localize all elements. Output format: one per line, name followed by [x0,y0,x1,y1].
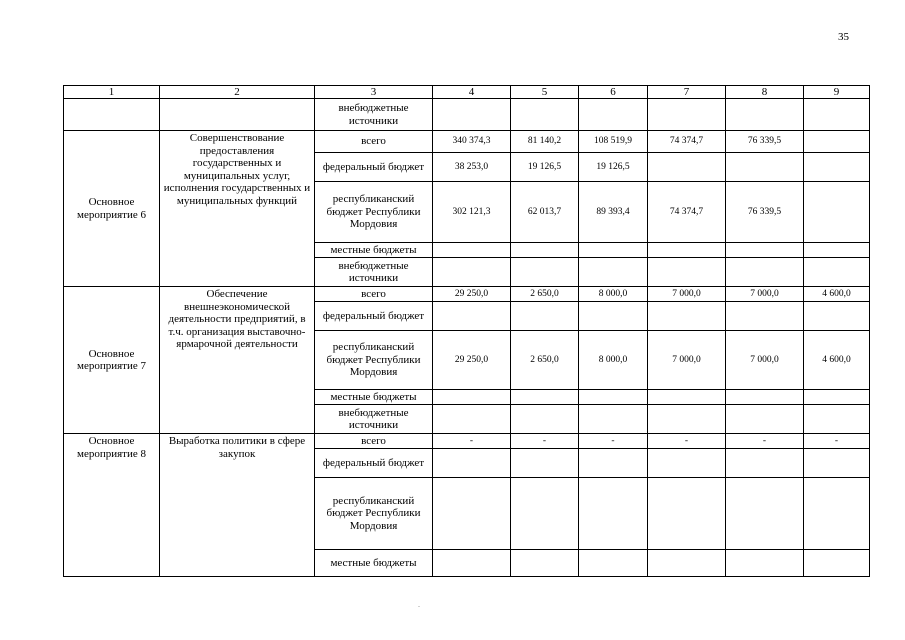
value-cell: 7 000,0 [726,331,804,390]
value-cell [804,153,870,182]
table-row [64,131,870,153]
source-cell: всего [315,434,433,449]
value-cell: 7 000,0 [648,287,726,302]
value-cell [648,153,726,182]
value-cell [511,258,579,287]
source-cell: внебюджетные источники [315,258,433,287]
value-cell [804,131,870,153]
value-cell [648,550,726,577]
value-cell [804,302,870,331]
value-cell [726,449,804,478]
source-cell: местные бюджеты [315,390,433,405]
value-cell: 4 600,0 [804,331,870,390]
value-cell [433,405,511,434]
header-cell: 8 [726,86,804,99]
value-cell: 76 339,5 [726,131,804,153]
value-cell [648,449,726,478]
event-cell: Основное мероприятие 8 [64,434,160,577]
source-cell: внебюджетные источники [315,99,433,131]
value-cell: - [726,434,804,449]
value-cell [804,258,870,287]
value-cell [648,302,726,331]
source-cell: местные бюджеты [315,243,433,258]
value-cell: 4 600,0 [804,287,870,302]
header-cell: 4 [433,86,511,99]
table-row [64,287,870,302]
header-cell: 7 [648,86,726,99]
value-cell [511,550,579,577]
page-number: 35 [838,31,849,43]
value-cell [726,550,804,577]
source-cell: федеральный бюджет [315,449,433,478]
description-cell: Выработка политики в сфере закупок [160,434,315,577]
source-cell: республиканский бюджет Республики Мордовия [315,478,433,550]
source-cell: республиканский бюджет Республики Мордовия [315,331,433,390]
value-cell [648,258,726,287]
header-row [64,86,870,99]
source-cell: федеральный бюджет [315,153,433,182]
value-cell: - [804,434,870,449]
value-cell: - [433,434,511,449]
value-cell: 74 374,7 [648,131,726,153]
value-cell [726,153,804,182]
value-cell [579,258,648,287]
event-cell [64,99,160,131]
value-cell [579,405,648,434]
carry-row [64,99,870,131]
source-cell: всего [315,287,433,302]
value-cell [433,390,511,405]
header-cell: 9 [804,86,870,99]
value-cell [648,405,726,434]
footer-mark: . [418,600,420,609]
value-cell [804,405,870,434]
value-cell [511,243,579,258]
value-cell [511,449,579,478]
value-cell: - [579,434,648,449]
value-cell: 29 250,0 [433,331,511,390]
header-cell: 2 [160,86,315,99]
value-cell [511,405,579,434]
value-cell [648,478,726,550]
value-cell [648,243,726,258]
value-cell: 7 000,0 [648,331,726,390]
source-cell: федеральный бюджет [315,302,433,331]
value-cell [726,405,804,434]
value-cell [433,243,511,258]
source-cell: всего [315,131,433,153]
value-cell: 2 650,0 [511,331,579,390]
value-cell [433,449,511,478]
value-cell: 74 374,7 [648,182,726,243]
value-cell [579,390,648,405]
value-cell [579,449,648,478]
header-cell: 6 [579,86,648,99]
value-cell: 89 393,4 [579,182,648,243]
source-cell: внебюджетные источники [315,405,433,434]
event-cell: Основное мероприятие 6 [64,131,160,287]
value-cell: 62 013,7 [511,182,579,243]
value-cell [511,478,579,550]
description-cell: Совершенствование предоставления государственных и муниципальных услуг, исполнения государственных и муниципальных функций [160,131,315,287]
value-cell [511,302,579,331]
value-cell: - [648,434,726,449]
table-row [64,434,870,449]
value-cell: 81 140,2 [511,131,579,153]
sections-body [64,131,870,577]
description-cell [160,99,315,131]
value-cell [726,390,804,405]
description-cell: Обеспечение внешнеэкономической деятельности предприятий, в т.ч. организация выставочно-ярмарочной деятельности [160,287,315,434]
value-cell: 108 519,9 [579,131,648,153]
value-cell [726,258,804,287]
value-cell [579,478,648,550]
value-cell [579,243,648,258]
value-cell: 8 000,0 [579,287,648,302]
value-cell: 8 000,0 [579,331,648,390]
value-cell: 302 121,3 [433,182,511,243]
value-cell [433,258,511,287]
value-cell [726,302,804,331]
value-cell [726,243,804,258]
value-cell [648,390,726,405]
value-cell [579,550,648,577]
value-cell: 38 253,0 [433,153,511,182]
value-cell: 19 126,5 [579,153,648,182]
value-cell: 29 250,0 [433,287,511,302]
value-cell [433,302,511,331]
value-cell [804,243,870,258]
value-cell: 2 650,0 [511,287,579,302]
header-cell: 3 [315,86,433,99]
value-cell [804,550,870,577]
value-cell [804,182,870,243]
value-cell: 19 126,5 [511,153,579,182]
value-cell: 340 374,3 [433,131,511,153]
header-cell: 1 [64,86,160,99]
value-cell [804,449,870,478]
value-cell [433,478,511,550]
event-cell: Основное мероприятие 7 [64,287,160,434]
value-cell [433,550,511,577]
source-cell: местные бюджеты [315,550,433,577]
value-cell: 7 000,0 [726,287,804,302]
budget-table [63,85,870,577]
value-cell [726,478,804,550]
value-cell [804,478,870,550]
value-cell [579,302,648,331]
value-cell [804,390,870,405]
value-cell: - [511,434,579,449]
source-cell: республиканский бюджет Республики Мордовия [315,182,433,243]
value-cell [511,390,579,405]
value-cell: 76 339,5 [726,182,804,243]
header-cell: 5 [511,86,579,99]
